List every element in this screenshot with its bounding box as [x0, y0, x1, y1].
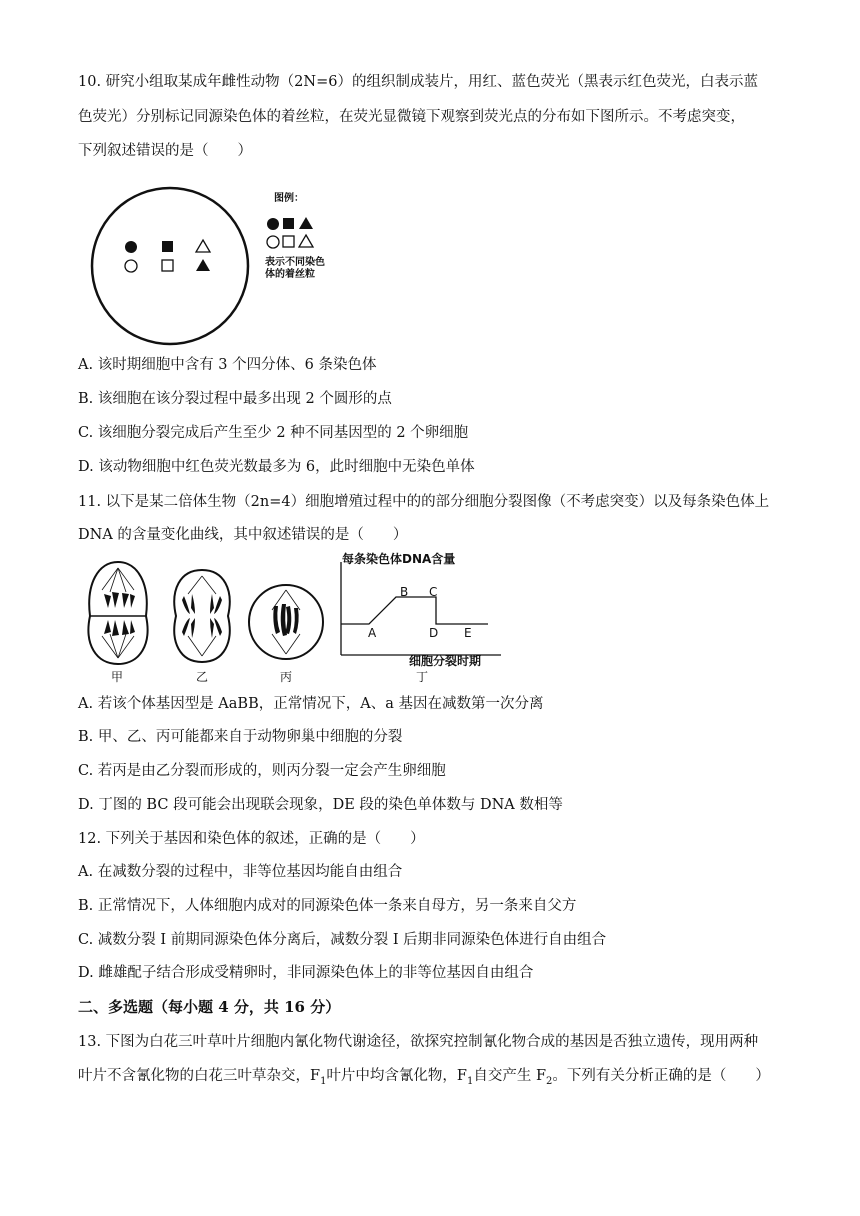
q11-stem-line1: 11. 以下是某二倍体生物（2n=4）细胞增殖过程中的的部分细胞分裂图像（不考虑突变）以及每条染色体上	[78, 494, 770, 510]
label-ding: 丁	[416, 670, 429, 684]
graph-xlabel: 细胞分裂时期	[409, 654, 482, 668]
q11-stem-line2: DNA 的含量变化曲线，其中叙述错误的是（ ）	[78, 527, 408, 543]
q11-option-c: C. 若丙是由乙分裂而形成的，则丙分裂一定会产生卵细胞	[78, 763, 446, 779]
legend-white-circle-icon	[267, 236, 279, 248]
legend-black-square-icon	[283, 218, 294, 229]
legend-black-circle-icon	[267, 218, 279, 230]
label-jia: 甲	[111, 670, 124, 684]
legend-black-triangle-icon	[299, 217, 313, 229]
white-triangle-centromere	[196, 240, 210, 252]
legend-white-triangle-icon	[299, 235, 313, 247]
q12-stem: 12. 下列关于基因和染色体的叙述，正确的是（ ）	[78, 831, 425, 847]
q11-option-d: D. 丁图的 BC 段可能会出现联会现象，DE 段的染色单体数与 DNA 数相等	[78, 797, 563, 813]
q10-cell-figure	[84, 186, 354, 346]
cell-bing	[249, 585, 323, 659]
white-square-centromere	[162, 260, 173, 271]
q10-stem-line2: 色荧光）分别标记同源染色体的着丝粒，在荧光显微镜下观察到荧光点的分布如下图所示。不考虑突变，	[78, 109, 745, 125]
cell-yi	[174, 570, 229, 662]
q10-option-c: C. 该细胞分裂完成后产生至少 2 种不同基因型的 2 个卵细胞	[78, 425, 469, 441]
q12-option-b: B. 正常情况下，人体细胞内成对的同源染色体一条来自母方，另一条来自父方	[78, 898, 577, 914]
legend-note-line2: 体的着丝粒	[265, 269, 315, 280]
q13-stem-line2: 叶片不含氰化物的白花三叶草杂交，$F_1$叶片中均含氰化物，$F_1$自交产生 $F_2$。下列有关分析正确的是（ ）	[78, 1068, 770, 1087]
legend-note-line1: 表示不同染色	[265, 257, 325, 268]
label-bing: 丙	[280, 670, 293, 684]
label-yi: 乙	[196, 670, 209, 684]
legend-white-square-icon	[283, 236, 294, 247]
black-triangle-centromere	[196, 259, 210, 271]
graph-ylabel: 每条染色体DNA含量	[342, 552, 456, 566]
graph-point-a: A	[368, 626, 377, 640]
q10-option-b: B. 该细胞在该分裂过程中最多出现 2 个圆形的点	[78, 391, 392, 407]
q12-option-a: A. 在减数分裂的过程中，非等位基因均能自由组合	[78, 864, 403, 880]
q12-option-d: D. 雌雄配子结合形成受精卵时，非同源染色体上的非等位基因自由组合	[78, 965, 534, 981]
black-circle-centromere	[125, 241, 137, 253]
white-circle-centromere	[125, 260, 137, 272]
graph-curve	[341, 597, 488, 624]
graph-point-e: E	[464, 626, 472, 640]
black-square-centromere	[162, 241, 173, 252]
q12-option-c: C. 减数分裂 I 前期同源染色体分离后，减数分裂 I 后期非同源染色体进行自由组合	[78, 932, 607, 948]
graph-ding	[341, 551, 501, 668]
q13-stem-line1: 13. 下图为白花三叶草叶片细胞内氰化物代谢途径，欲探究控制氰化物合成的基因是否独立遗传，现用两种	[78, 1034, 759, 1050]
q10-stem-line1: 10. 研究小组取某成年雌性动物（2N=6）的组织制成装片，用红、蓝色荧光（黑表示红色荧光，白表示蓝	[78, 74, 758, 90]
graph-point-d: D	[429, 626, 439, 640]
q10-option-d: D. 该动物细胞中红色荧光数最多为 6，此时细胞中无染色单体	[78, 459, 475, 475]
q10-stem-line3: 下列叙述错误的是（ ）	[78, 143, 252, 159]
q10-option-a: A. 该时期细胞中含有 3 个四分体、6 条染色体	[78, 357, 377, 373]
graph-point-b: B	[400, 585, 409, 599]
q11-option-a: A. 若该个体基因型是 AaBB，正常情况下，A、a 基因在减数第一次分离	[78, 696, 544, 712]
q11-option-b: B. 甲、乙、丙可能都来自于动物卵巢中细胞的分裂	[78, 729, 403, 745]
section-heading: 二、多选题（每小题 4 分，共 16 分）	[78, 998, 341, 1016]
graph-point-c: C	[429, 585, 438, 599]
cell-jia	[88, 562, 147, 664]
q11-figure	[76, 550, 506, 685]
legend-title: 图例：	[274, 193, 304, 204]
